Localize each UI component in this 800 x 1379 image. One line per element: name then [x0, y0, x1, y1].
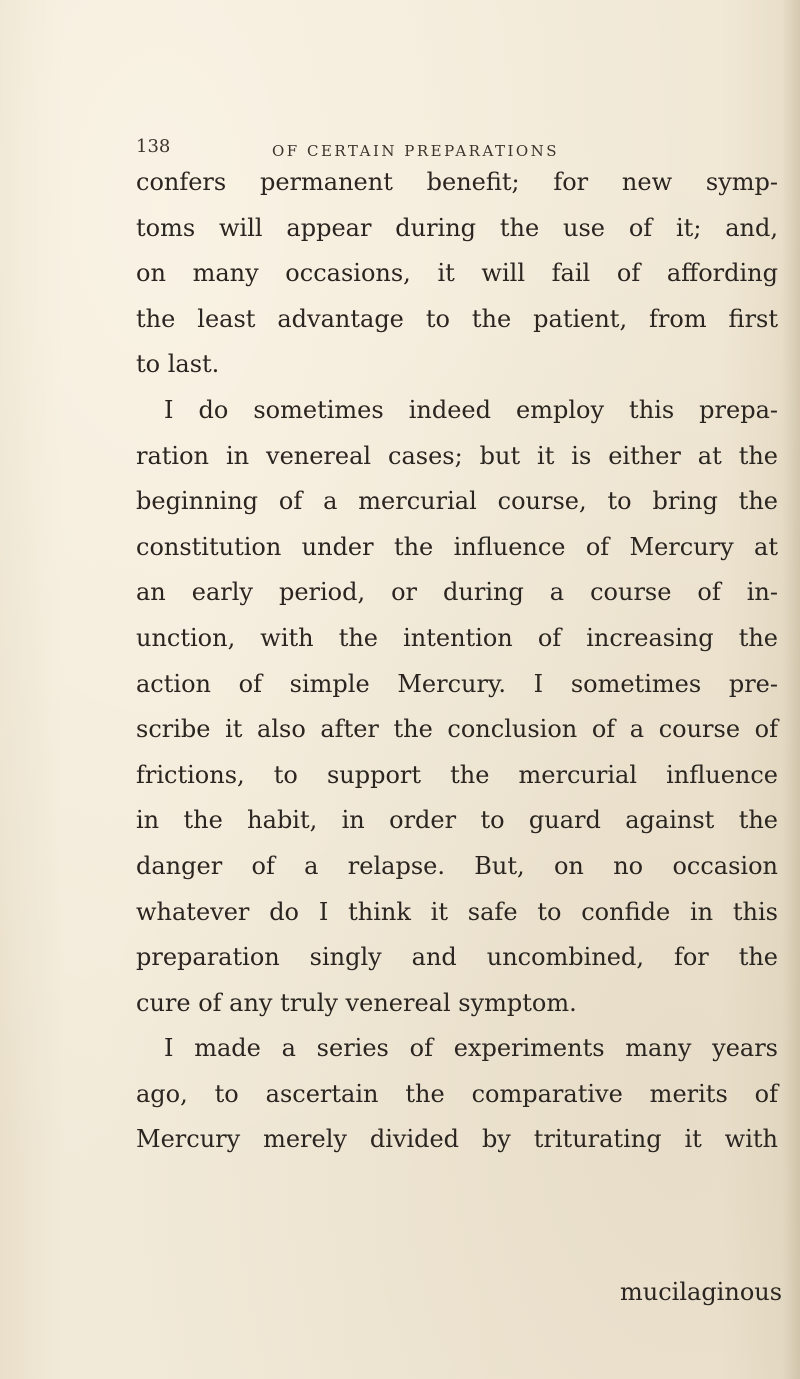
text-line: frictions, to support the mercurial influence — [136, 760, 778, 789]
page-edge-shadow — [782, 0, 800, 1379]
text-line: an early period, or during a course of in- — [136, 578, 778, 607]
text-line: ago, to ascertain the comparative merits of — [136, 1079, 778, 1108]
text-line: action of simple Mercury. I sometimes pre- — [136, 669, 778, 698]
text-line: constitution under the influence of Mercury at — [136, 532, 778, 561]
text-line: whatever do I think it safe to confide in this — [136, 897, 778, 926]
text-line: scribe it also after the conclusion of a course of — [136, 715, 778, 744]
text-line: on many occasions, it will fail of affording — [136, 259, 778, 288]
text-line: I do sometimes indeed employ this prepa- — [164, 395, 778, 424]
text-line: to last. — [136, 350, 220, 379]
page-number: 138 — [136, 136, 171, 157]
text-line: Mercury merely divided by triturating it with — [136, 1125, 778, 1154]
text-line: ration in venereal cases; but it is either at the — [136, 441, 778, 470]
text-line: toms will appear during the use of it; and, — [136, 213, 778, 242]
catchword: mucilaginous — [620, 1278, 783, 1306]
text-line: confers permanent benefit; for new symp- — [136, 168, 778, 196]
text-line: beginning of a mercurial course, to bring the — [136, 487, 778, 516]
text-line: I made a series of experiments many years — [164, 1034, 778, 1063]
text-line: unction, with the intention of increasing the — [136, 623, 778, 652]
text-line: cure of any truly venereal symptom. — [136, 988, 577, 1017]
body-text — [136, 160, 778, 1163]
text-line: in the habit, in order to guard against the — [136, 806, 778, 835]
text-line: preparation singly and uncombined, for the — [136, 943, 778, 972]
running-title: OF CERTAIN PREPARATIONS — [272, 142, 560, 160]
text-line: danger of a relapse. But, on no occasion — [136, 851, 778, 880]
text-line: the least advantage to the patient, from first — [136, 304, 778, 333]
